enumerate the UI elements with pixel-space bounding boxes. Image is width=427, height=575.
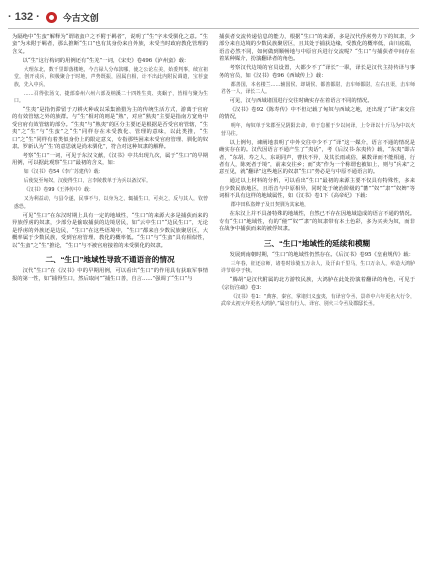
quotation: 三年春，征还京师，诸卷时诊骑五万余人，及汗由千里马，生口万余人，举造大鸿胪详节彰亭于犊。 <box>221 260 415 275</box>
page-header <box>8 6 419 29</box>
page-number: · 132 · <box>8 11 40 23</box>
quotation: 又为利益动，与县令遂，民事不与，以身为之，辄捕生口，可卖之，反与其人，钦曾惑恐。 <box>14 196 208 210</box>
quotation: 如《汉书》卷54《李广苏建传》载： <box>23 169 104 176</box>
quotation: 郡中田私盗婢子及日契驯为其家地， <box>230 202 310 209</box>
paragraph: 以“生”这行构词的用例还有“生羌”一词，《宋史》卷496《泸州蛮》载： <box>22 57 190 64</box>
paragraph: 考察汉代边境的官员设置，大都少不了“译长”一职，译长是汉代主持传译与事务的官员，如《汉书》卷96《西域传上》载： <box>219 65 415 79</box>
section-heading-2: 二、“生口”地域性导致不通语音的情况 <box>45 254 175 264</box>
paragraph: 《汉书》卷92《陈寿传》中不但记载了匈奴与西域之地，还出现了“译”来交往的情况， <box>219 107 415 121</box>
quotation: 《汉书》卷99《王莽传中》载： <box>23 187 94 194</box>
paragraph: 以上例句，谏阐地表明了中外交往中少不了“译”这一媒介，语言不通的情况是确实存在的。汉代因语言不通产生了“夷话”，考《后汉书·东夷传》载，“东夷”即古者，“东胡、寿之人、东胡同声，曹状不异，及其长雨或俗，累数译而不能相通，行者有人，陈死者于境”，前来交往乡；而“夷”作为一个称谓也被如上，则与“兵来”之意互见，就“翻译”这些地区的奴隶“生口”势必是与中原不通语言的。 <box>219 139 415 176</box>
paragraph: 通过以上材料的分析，可以看出“生口”最初的来源主要不仅具有特殊性，多来自少数民族地区，且语音与中原相异，同时处于统治阶级的“蕃”“奴”“隶”“奴婢”等词相不具有这样的地域属性，如《汉书》卷1下《高帝纪》下载： <box>219 178 415 200</box>
paragraph: 考察“生口”一词，可见于东汉文献，《汉书》中共出现九次，属于“生口”的早期用例，可以据此观察“生口”最初的含义，如： <box>12 153 208 167</box>
paragraph: 捕获者交流传递信息的能力，根据“生口”的来源，多是汉代俘虏势力下的奴隶，少部分来自边境的少数民族聚居区，且其处于捕获边缘，受教化的概率低，由川底端，语音必然不同，如何做到顺畅地与中原官兵进行交流呢？“生口”与捕获者中间存在着某种媒介，扮演翻译者的角色。 <box>219 34 415 63</box>
quotation: 明年，匈奴单于朱郡至兄阴阳去命，单于怠罹于少以问译，上令译以十斤马为中以火营马往。 <box>221 123 415 137</box>
paragraph: “腾胡”是汉代附属的北方游牧民族，大鸿胪在此处扮演着翻译的角色，可见于《宗衍注疏》卷3： <box>219 277 415 291</box>
paragraph: “生夷”是指仍滞留于刀耕火种或以采集渔猎为主的传统生活方式，游离于官府的有效管辖之外的族群。与“生”相对的则是“熟”，对应“熟夷”主要是指南方宽角中受官府有效管辖的部分。“生夷”与“熟夷”的区分主要还是根据是否受官府管辖，“生夷”之“生”与“生蛮”之“生”同样存在未受教化、管理的意味，以此类推，“生口”之“生”同样有着类似身份上的限定意义，专指那些困来未受官府管理、驯化的奴隶。罗新认为“‘生’的意思就是尚未驯化”，符合对这种奴隶的解释。 <box>12 107 208 151</box>
paragraph: 可见“生口”在东汉时期上具有一定的地域性，“生口”的来源大多是捕获而来的异族俘虏的奴隶，少部分是偷取捕获的边境居民，如“云中生口”“边民生口”，无论是俘虏的外族还是边民，“生口”在这些语境中，“生口”都来自少数民族聚居区，大概率属于少数民族，受到官府管理、教化的概率低。“生口”与“生蛮”具有相似性，以“生蛮”之“生”推论，“生口”与不被官府接着的未受驯化的奴隶。 <box>12 212 208 249</box>
paragraph: 可见，汉与西域诸国进行交往时确实存在着语言不同的情况。 <box>229 98 373 105</box>
journal-logo-icon <box>46 12 57 23</box>
quotation: 都善国，本名楼兰……辅国侯、却胡侯、都善都尉，击车师都尉，左右且渠，击车师君各一人，译长二人。 <box>221 81 415 96</box>
right-column <box>219 34 415 310</box>
left-column <box>12 34 208 285</box>
paragraph: 在东汉上并不具备特殊的地域性，自然已不存在因地域造成的语言不通的情况。专有“生口”地域性，有的“僮”“奴”“隶”的奴隶带有本土色彩，多为买卖为奴，而非在战争中捕获而来的被俘奴隶。 <box>219 211 415 233</box>
quotation: ……召得张汤文、捷部泰州六州六部及纳溪二十四姓生夷、夷蜗子，皆相与聚为生口。 <box>14 90 208 105</box>
quotation: 《汉书》卷1：“典客，秦官，掌诸归义蛮夷，有译官令丞，景帝中六年更名大行令，武帝太初元年更名大鸿胪。”属官有行人、译官、别火三令丞及郡邸长丞。 <box>221 293 415 308</box>
journal-title: 今古文创 <box>62 12 99 23</box>
paragraph: 发展到南朝时期，“生口”的地域性仍然存在。《后汉书》卷95《皇甫规传》载： <box>229 251 414 258</box>
quotation: 后使复至匈奴，汉使得生口，言李陵教单于为兵以备汉军。 <box>23 178 151 185</box>
section-heading-3: 三、“生口”地域性的延续和模糊 <box>263 238 371 248</box>
paragraph: 汉代“生口”在《汉书》中的早期用例，可以看出“生口”的作用具有获取军事情报的第一性，如“捕得生口，然后取问”“捕生口善，自言……”强调了“生口”与 <box>12 268 208 282</box>
paragraph: 为隔绝中“生蛮”解释为“谓诸蛮户之不附于羁者”，说明了“生”字未受驯化之意。“生蛮”为未附于羁者，那么推断“生口”也有其身份来自外族，未受当时政府教化管理的含义。 <box>12 34 208 55</box>
quotation: 大理东北，数千里即落楼地，今吉禄人分布款哪，使之公论左美，始委判事，续宣祖堂，创开戎兵，积极聚合于时地，声势既振，固属自相，计不出此内附民调遣，宝荐蛮族，先入中兵。 <box>14 66 208 88</box>
